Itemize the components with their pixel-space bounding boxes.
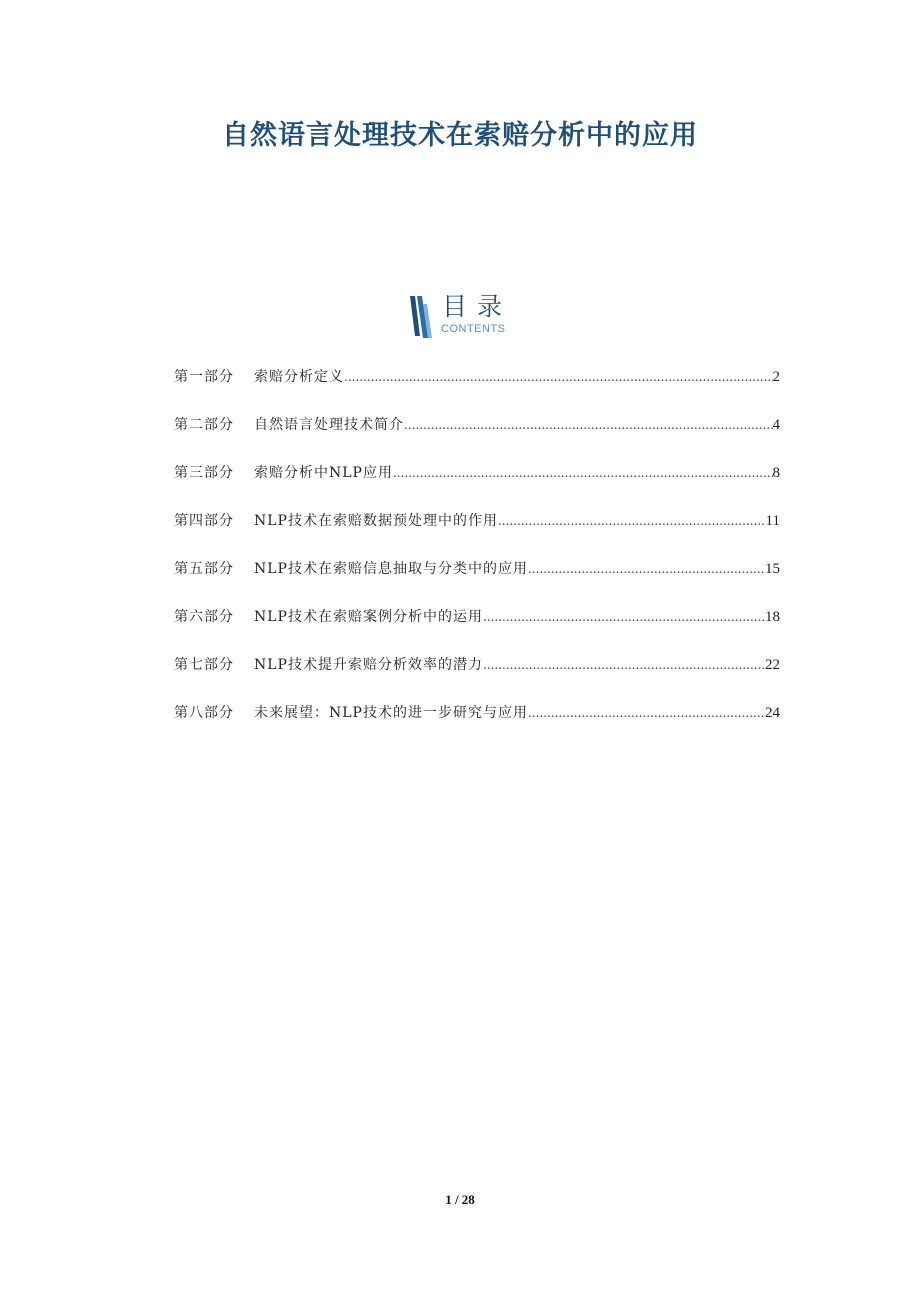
toc-entry-title: 自然语言处理技术简介	[254, 417, 404, 433]
toc-entry-part: 第八部分	[174, 705, 234, 721]
toc-dot-leader	[498, 509, 766, 533]
toc-entry-page: 8	[772, 465, 780, 481]
toc-entry-title: 索赔分析中NLP应用	[254, 465, 393, 481]
toc-entry-page: 2	[772, 369, 780, 385]
document-title: 自然语言处理技术在索赔分析中的应用	[222, 120, 698, 151]
toc-entry-title: NLP技术在索赔信息抽取与分类中的应用	[254, 561, 528, 577]
toc-entry[interactable]	[174, 701, 780, 749]
toc-entry[interactable]	[174, 509, 780, 557]
toc-dot-leader	[404, 413, 773, 437]
toc-subtitle: CONTENTS	[441, 323, 506, 335]
toc-entry-title: NLP技术在索赔案例分析中的运用	[254, 609, 483, 625]
toc-title: 目录	[442, 292, 513, 321]
toc-entry[interactable]	[174, 365, 780, 413]
toc-entry-page: 15	[765, 561, 780, 577]
toc-dot-leader	[528, 701, 765, 725]
toc-entry-page: 18	[765, 609, 780, 625]
toc-entry-page: 24	[765, 705, 780, 721]
toc-dot-leader	[528, 557, 765, 581]
toc-entry-part: 第四部分	[174, 513, 234, 529]
toc-dot-leader	[483, 605, 765, 629]
toc-entry-part: 第三部分	[174, 465, 234, 481]
toc-entry-title: 未来展望：NLP技术的进一步研究与应用	[254, 705, 528, 721]
toc-header	[404, 294, 524, 338]
toc-entry-part: 第七部分	[174, 657, 234, 673]
toc-entry[interactable]	[174, 653, 780, 701]
toc-entry-title: NLP技术在索赔数据预处理中的作用	[254, 513, 498, 529]
toc-dot-leader	[344, 365, 773, 389]
toc-entry-title: NLP技术提升索赔分析效率的潜力	[254, 657, 483, 673]
toc-entry-page: 11	[765, 513, 780, 529]
toc-entry-part: 第六部分	[174, 609, 234, 625]
page-number: 1 / 28	[445, 1192, 475, 1207]
toc-entry[interactable]	[174, 605, 780, 653]
toc-entry-part: 第五部分	[174, 561, 234, 577]
toc-entry-title: 索赔分析定义	[254, 369, 344, 385]
toc-entry[interactable]	[174, 461, 780, 509]
toc-entry-page: 22	[765, 657, 780, 673]
toc-stripes-icon	[408, 296, 434, 338]
toc-dot-leader	[393, 461, 773, 485]
toc-entry-part: 第二部分	[174, 417, 234, 433]
toc-dot-leader	[483, 653, 765, 677]
toc-entry[interactable]	[174, 557, 780, 605]
toc-entry-part: 第一部分	[174, 369, 234, 385]
toc-list	[174, 365, 780, 749]
toc-entry-page: 4	[772, 417, 780, 433]
toc-entry[interactable]	[174, 413, 780, 461]
